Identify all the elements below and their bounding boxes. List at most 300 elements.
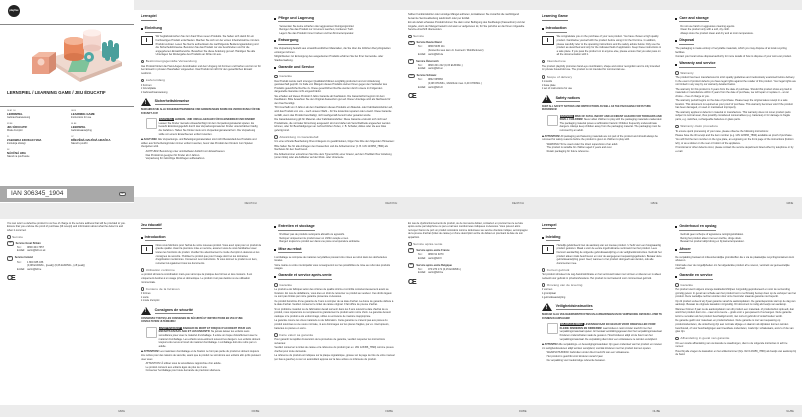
- language-product-name: LEERSPEL: [71, 125, 86, 129]
- detail-value: owim@lidl.ch: [428, 85, 444, 89]
- safety-heading: [542, 95, 663, 103]
- warning-body: Never allow children to play with the packaging materials unattended. The packaging material poses a suffocation hazard. Children frequently underestimate dangers. Always keep children away from the packaging material. The packaging must be removed by an adult.: [559, 118, 662, 133]
- circle-bullet-icon: [141, 60, 145, 64]
- country-flag-badge: DE: [121, 193, 124, 195]
- subheading-text: Correct gebruik: [546, 267, 570, 272]
- paragraph: The warranty for this product is 3 years from the date of purchase. Should this product show any fault in materials or manufacture within 3 years from the date of purchase, we will repair or replace it – at our choice – free of charge to you.: [675, 87, 792, 98]
- detail-value: 0800 5435 111: [428, 45, 445, 49]
- list-item: • Clean the product only with a soft, dry cloth.: [680, 28, 796, 32]
- detail-value: 0820 201 222 (0,15 EUR/Min.): [428, 63, 463, 67]
- safety-heading: [141, 98, 262, 106]
- paragraph: Het product werd volgens strenge kwaliteitsrichtlijnen zorgvuldig geproduceerd en voor de verzending grondig getest. In geval van schade aan het product kunt u rechtmatig beroep doen op de verkoper van het product. Deze wettelijke rechten worden door onze hieronder staande garantie niet beperkt.: [675, 288, 796, 299]
- circle-bullet-icon: [408, 35, 412, 39]
- detail-label: E-Mail:: [418, 67, 426, 71]
- service-contact: [408, 263, 529, 275]
- detail-value: owim@lidl.de: [428, 52, 444, 56]
- language-codes: GB IE: [71, 110, 77, 112]
- detail-label: E-Mail:: [418, 256, 426, 260]
- detail-label: E-Mail:: [17, 249, 25, 253]
- service-detail-row: [7, 249, 128, 253]
- header-band: [0, 209, 134, 219]
- safety-keep-notice: BEWAAR ALLE VEILIGHEIDSINSTRUCTIES EN AANWIJZINGEN EN DE VERPAKKING OM DEZE LATER TE KUNNEN RAADPLEGEN!: [541, 313, 662, 320]
- warning-text: [560, 323, 663, 341]
- header-band: [134, 0, 268, 10]
- footer-band: [535, 405, 669, 417]
- manual-page: [668, 209, 802, 417]
- square-bullet-icon: [675, 18, 677, 20]
- service-detail-row: [408, 271, 529, 275]
- paragraph: Om een snelle afhandeling van uw kwestie te waarborgen, dient u de volgende instructies in acht te nemen:: [675, 341, 788, 349]
- warning-triangle-icon: [141, 138, 143, 140]
- manual-page: [401, 209, 535, 417]
- list-item: • Nettoyez uniquement le produit avec un chiffon souple et sec.: [279, 237, 395, 241]
- paragraph: De garantie geldt voor materiaal- en productiefouten. Deze garantie is niet van toepassing op productonderdelen, die onderhevig zijn aan normale slijtage en daarom als slijtdelen kunnen worden beschouwd, of voor beschadigingen aan breekbare onderdelen, zoals bijv. schakelaars, accu's of die van glas zijn.: [675, 319, 794, 334]
- square-bullet-icon: [274, 67, 276, 69]
- paragraph: Contact your local refuse disposal authority for more details of how to dispose of your worn-out product.: [675, 55, 792, 59]
- square-bullet-icon: [675, 40, 677, 42]
- paragraph: Um eine schnelle Bearbeitung Ihres Anliegens zu gewährleisten, folgen Sie bitte den folgenden Hinweisen:: [274, 140, 395, 144]
- warning-block: [542, 323, 663, 341]
- detail-label: Tel.:: [418, 45, 423, 49]
- subheading-text: Service après-vente: [413, 242, 443, 247]
- subsection-heading: [542, 283, 663, 287]
- section-heading: [675, 273, 796, 280]
- service-detail-row: [408, 257, 529, 261]
- language-entry: [7, 149, 65, 158]
- footer-band: [134, 405, 268, 417]
- bullet-list: [542, 143, 663, 154]
- page-content: [675, 222, 796, 404]
- page-content: [542, 222, 663, 404]
- section-title: Jeu éducatif: [141, 223, 162, 230]
- language-product-name: DŘEVĚNÁ NAUČNÁ HRAČKA: [71, 138, 111, 142]
- service-name: Service après-vente Belgique: [416, 263, 452, 267]
- service-detail-row: [7, 268, 128, 272]
- section-heading: [675, 247, 796, 254]
- ce-mark: CE: [408, 93, 416, 101]
- circle-bullet-icon: [542, 283, 546, 287]
- list-item: • N'utilisez pas de produits nettoyants abrasifs ou agressifs.: [279, 233, 395, 237]
- safety-heading-text: Veiligheidsinstructies: [556, 304, 593, 310]
- subsection-heading: [675, 336, 796, 340]
- service-detail-row: [408, 67, 529, 71]
- list-item: 1 base plate: [541, 83, 556, 87]
- paragraph: Het product stimuleert de oog-handcoördinatie en het vertrouwd raken met vormen en kleuren en is alleen bedoeld voor gebruik in privéhuishoudens. Het product is niet bestemd voor commercieel gebruik.: [541, 273, 662, 280]
- detail-label: Tel.:: [418, 63, 423, 67]
- list-item: • Verwenden Sie keine scharfen oder aggressiven Reinigungsmittel.: [279, 25, 395, 29]
- attention-label: ATTENTION!: [143, 350, 159, 354]
- circle-bullet-icon: [542, 75, 546, 79]
- detail-value: (0,08 CHF/Min., Mobilfunk max. 0,40 CHF/Min.): [428, 82, 482, 86]
- circle-bullet-icon: [542, 268, 546, 272]
- detail-value: (0,08 EUR/Min., (peak)) (0,06 EUR/Min., (off peak)): [27, 264, 85, 268]
- detail-value: owim@lidl.be: [428, 271, 444, 275]
- subsection-heading: [274, 283, 395, 287]
- paragraph: Tritt innerhalb von 3 Jahren ab dem Kaufdatum dieses Produkts ein Material- oder Fabrikationsfehler auf, wird das Produkt von uns – nach unserer Wahl – für Sie kostenlos repariert oder ersetzt. Diese Garantie verfällt, wenn das Produkt beschädigt, nicht sachgemäß benutzt oder gewartet wurde.: [274, 106, 393, 117]
- paragraph: De verpakking bestaat uit milieuvriendelijke grondstoffen die u via de plaatselijke recyclingcontainers kunt afvoeren.: [675, 255, 795, 263]
- intro-note: [542, 244, 663, 266]
- list-item: • Bewaar het product altijd droog en bij kamertemperatuur.: [680, 240, 796, 244]
- paragraph: The warranty applies to defects in material or manufacture. This warranty does not cover product parts subject to normal wear, thus possibly considered consumables (e.g. batteries) or for damage to fragile parts, e.g. switches, rechargeable batteries or glass parts.: [675, 110, 791, 121]
- section-heading: [542, 235, 663, 242]
- footer-band: [535, 197, 669, 209]
- language-document-type: Gebruiksaanwijzing: [71, 129, 92, 132]
- paragraph: Op dit product verleent wij 3 jaar garantie vanaf de aankoopdatum. De garantieperiode start op de dag van aankoop. Bewaar de originele kassabon zorgvuldig. Dit document is nodig als bewijs van aankoop.: [675, 299, 796, 307]
- language-product-name: ZABAWKA EDUKACYJNA: [7, 138, 42, 142]
- detail-value: (Kostenfrei aus dem dt. Festnetz / Mobilfunknetz): [428, 48, 484, 52]
- page-footer-label: FR/BE: [251, 410, 260, 413]
- paragraph: Wanneer binnen 3 jaar na de aankoopdatum van dit product een materiaal- of productiefout optreedt, dan wordt het product door ons – naar onze keuze – gratis voor u gerepareerd of vervangen. Deze garantie komt te vervallen als het product beschadigd wordt, niet correct gebruikt of onderhouden wordt.: [675, 307, 795, 318]
- paragraph: Das Produkt fördert die Hand-Augen-Koordination und den Umgang mit Formen und Farben und ist nur für den Einsatz in privaten Haushalten vorgesehen. Das Produkt ist nicht für den gewerblichen Einsatz bestimmt.: [140, 64, 261, 76]
- ian-bar: [0, 186, 134, 202]
- delivery-list: [542, 288, 663, 299]
- circle-bullet-icon: [7, 235, 11, 239]
- warning-label: WARNUNG!: [159, 118, 174, 122]
- detail-label: E-Mail:: [17, 267, 25, 271]
- language-list: [7, 110, 129, 158]
- circle-bullet-icon: [675, 337, 679, 341]
- language-codes: SK: [7, 149, 10, 151]
- detail-value: owim@lidl.fr: [428, 256, 442, 260]
- heading-text: Entretien et stockage: [278, 224, 314, 231]
- manual-page: [535, 0, 669, 209]
- paragraph: Le produit a été fabriqué selon des critères de qualité stricts et contrôlé consciencieusement avant sa livraison. En cas de défaillance, vous êtes en droit de retourner ce produit au vendeur. Ces droits légaux ne sont pas limités par notre garantie présentée ci-dessous.: [274, 288, 392, 299]
- paragraph: To ensure quick processing of your case, please observe the following instructions:: [675, 129, 769, 133]
- language-product-name: LEARNING GAME: [71, 112, 95, 116]
- subsection-heading: [675, 124, 796, 128]
- delivery-list: [141, 292, 262, 303]
- country-badge: AT: [410, 60, 413, 63]
- subheading-text: Garantie: [279, 74, 293, 79]
- page-footer-label: NL/BE: [786, 410, 794, 413]
- circle-bullet-icon: [408, 242, 412, 246]
- list-item: • Gebruik geen scherpe of agressieve reinigingsmiddelen.: [680, 233, 796, 237]
- ce-mark: CE: [7, 275, 15, 283]
- paragraph: The packaging is made entirely of recyclable materials, which you may dispose of at local recycling facilities.: [675, 47, 787, 54]
- front-cover: [0, 0, 134, 209]
- language-codes: NL BE: [71, 123, 77, 125]
- list-item: • Reinig het product alleen met een zachte, droge doek.: [680, 237, 796, 241]
- bullet-list: [141, 362, 262, 373]
- heading-text: Introduction: [145, 235, 166, 242]
- square-bullet-icon: [274, 40, 276, 42]
- circle-bullet-icon: [274, 135, 278, 139]
- language-document-type: Gebrauchsanweisung: [7, 116, 31, 119]
- attention-text: Les matériaux d'emballage et de fixation ne font pas partie du produit et doivent toujours être retirés pour des raisons de sécurité, avant que le produit ne soit donné aux enfants afin qu'ils puissent jouer avec.: [140, 350, 261, 361]
- child-hazard-icon: [146, 327, 157, 338]
- square-bullet-icon: [141, 237, 143, 239]
- subsection-heading: [542, 59, 663, 63]
- language-entry: [71, 110, 129, 119]
- read-instructions-icon: [141, 36, 153, 45]
- warning-block: [141, 327, 262, 349]
- warning-triangle-icon: [141, 307, 151, 315]
- page-content: [141, 13, 262, 195]
- detail-label: Tel.:: [17, 245, 22, 249]
- list-item: • WARNING! To be used under the direct supervision of an adult.: [547, 143, 663, 147]
- circle-bullet-icon: [542, 60, 546, 64]
- footer-band: [668, 197, 802, 209]
- subheading-text: Bestimmungsgemäße Verwendung: [145, 59, 197, 64]
- attention-text: Alle verpakkings- en bevestigingsmaterialen zijn geen onderdeel van het product en moeten om veiligheidsredenen altijd worden verwijderd, voordat kinderen met het product kunnen spelen.: [541, 343, 662, 350]
- footer-band: [0, 405, 134, 417]
- paragraph: Ce produit bénéficie d'une garantie de 3 ans à compter de sa date d'achat. La durée de garantie débute à la date d'achat. Veuillez conserver le ticket de caisse original. Il fait office de preuve d'achat.: [274, 299, 394, 307]
- attention-label: ACHTUNG!: [143, 138, 158, 142]
- detail-value: 070 270 171 (0,15 EUR/Min.): [428, 267, 462, 271]
- list-item: • Das Produkt ist geeignet für Kinder ab 2 Jahren.: [146, 154, 262, 158]
- detail-value: 0800 91 9270: [428, 252, 444, 256]
- service-detail-row: [408, 53, 529, 57]
- language-codes: CZ: [71, 136, 74, 138]
- heading-text: Onderhoud en opslag: [679, 224, 716, 231]
- circle-bullet-icon: [141, 268, 145, 272]
- warning-label: WAARSCHUWING!: [560, 323, 584, 327]
- header-band: [401, 209, 535, 219]
- subheading-text: Garantie: [680, 282, 694, 287]
- warning-body: Laat kinderen nooit zonder toezicht met het verpakkingsmateriaal spelen. Er bestaat verstikkingsgevaar door het verpakkingsmateriaal. Kinderen onderschatten vaak de gevaren. Houd kinderen altijd uit de buurt van het verpakkingsmateriaal. De verpakking dient door een volwassene te worden verwijderd.: [559, 326, 663, 341]
- list-item: • Retain packaging for future reference.: [547, 150, 663, 154]
- page-footer-label: DE/AT/CH: [385, 201, 398, 205]
- heading-text: Entsorgung: [278, 38, 298, 45]
- intro-text: Wir beglückwünschen Sie zum Kauf Ihres neuen Produkts. Sie haben sich damit für ein hochwertiges Produkt entschieden. Machen Sie sich vor der ersten Inbetriebnahme mit dem Produkt vertraut. Lesen Sie hierzu aufmerksam die nachfolgende Bedienungsanleitung und die Sicherheitshinweise. Benutzen Sie das Produkt nur wie beschrieben und für die angegebenen Einsatzbereiche. Bewahren Sie diese Anleitung gut auf. Händigen Sie alle Unterlagen bei Weitergabe des Produkts an Dritte mit aus.: [155, 35, 260, 57]
- paragraph: Houd bij alle vragen de kassabon en het artikelnummer (bijv. IAN 123456_7890) als bewijs van aankoop bij de hand.: [675, 349, 796, 357]
- paragraph: Bitte halten Sie für alle Anfragen den Kassenbon und die Artikelnummer (z. B. IAN 123456_7890) als Nachweis für den Kauf bereit.: [274, 144, 388, 152]
- bullet-list: [274, 25, 395, 36]
- header-band: [267, 209, 401, 219]
- subheading-text: Warranty: [680, 70, 694, 75]
- warning-label: WARNING!: [560, 114, 574, 118]
- page-footer-label: FR/BE: [385, 410, 393, 413]
- paragraph: Ein als defekt erfasstes Produkt können Sie dann unter Beifügung des Kaufbelegs (Kassenbon) und der Angabe, worin der Mangel besteht und wann er aufgetreten ist, für Sie portofrei an die Ihnen mitgeteilte Service-Anschrift übersenden.: [408, 21, 526, 32]
- subheading-text: Faire valoir sa garantie: [279, 332, 314, 337]
- warning-triangle-icon: [141, 98, 151, 106]
- attention-text: Alle Verpackungs- und Befestigungsmaterialien sind nicht Bestandteil des Produkts und sollten aus Sicherheitsgründen immer entfernt werden, bevor das Produkt den Kindern zum Spielen übergeben wird.: [140, 138, 257, 149]
- circle-bullet-icon: [141, 79, 145, 83]
- read-instructions-icon: [542, 36, 554, 45]
- circle-bullet-icon: [274, 333, 278, 337]
- bullet-list: [675, 25, 796, 36]
- safety-heading-text: Consignes de sécurité: [155, 308, 193, 314]
- service-name: Service Schweiz: [416, 74, 437, 78]
- subsection-heading: [274, 333, 395, 337]
- heading-text: Einleitung: [145, 26, 162, 33]
- manual-page: [134, 0, 268, 209]
- subsection-heading: [274, 135, 395, 139]
- warning-text: [560, 115, 663, 133]
- page-content: [7, 222, 128, 404]
- paragraph: L'emballage se compose de matières recyclables pouvant être mises au rebut dans les déchetteries locales.: [274, 255, 387, 263]
- paragraph: You can return a defective product to us free of charge to the service address that will be provided to you. Ensure that you enclose the proof of purchase (till receipt) and information about what the defect is and when it occurred.: [7, 221, 126, 232]
- section-heading: [274, 273, 395, 280]
- list-item: • Always store the product clean and dry and at room temperature.: [680, 32, 796, 36]
- warning-headline: DANGER DE MORT ET RISQUE D'ACCIDENT POUR LES ENFANTS EN BAS ÂGE ET LES ENFANTS!: [158, 326, 251, 334]
- footer-band: [401, 405, 535, 417]
- list-item: 1 Grundplatte: [140, 87, 157, 91]
- subsection-heading: [141, 268, 262, 272]
- country-badge: FR: [410, 249, 413, 252]
- square-bullet-icon: [274, 276, 276, 278]
- bullet-list: [141, 150, 262, 161]
- bullet: [542, 323, 545, 341]
- language-entry: [7, 136, 65, 145]
- section-heading: [675, 38, 796, 45]
- attention-label: ATTENTIE!: [544, 343, 558, 347]
- paragraph: The product playfully promotes hand-eye coordination, shape and colour recognition and is only intended for private household use. The product is not intended for commercial use.: [541, 64, 660, 72]
- subsection-heading: [408, 242, 529, 246]
- manual-page: [0, 209, 134, 417]
- circle-bullet-icon: [274, 75, 278, 79]
- paragraph: En cas de dysfonctionnements du produit, ou de tout autre défaut, contactez en premier lieu le service après-vente par téléphone ou par e-mail aux coordonnées indiquées ci-dessous. Vous pouvez alors renvoyer franco de port un produit considéré comme défectueux au service clientèle indiqué, accompagné de la preuve d'achat (ticket de caisse) et d'une description écrite du défaut en précisant la date de son apparition.: [408, 221, 528, 239]
- section-heading: [274, 38, 395, 45]
- footer-band: [668, 405, 802, 417]
- page-footer-label: DE/AT/CH: [512, 201, 524, 205]
- header-band: [535, 209, 669, 219]
- warning-label: AVERTISSEMENT!: [159, 326, 182, 330]
- paragraph: Das Produkt wurde nach strengen Qualitätsrichtlinien sorgfältig produziert und vor Anlieferung gewissenhaft geprüft. Im Falle von Mängeln dieses Produkts stehen Ihnen gegen den Verkäufer des Produkts gesetzliche Rechte zu. Diese gesetzlichen Rechte werden durch unsere im Folgenden dargestellte Garantie nicht eingeschränkt.: [274, 79, 388, 94]
- subsection-heading: [274, 74, 395, 78]
- warning-headline: LEVENSGEVAAR EN GEVAAR VOOR ONGEVALLEN VOOR KLEINE KINDEREN EN KINDEREN!: [559, 323, 656, 330]
- detail-value: owim@lidl.ie: [27, 267, 42, 271]
- detail-label: E-Mail:: [418, 85, 426, 89]
- heading-text: Garantie en service: [679, 273, 712, 280]
- detail-value: owim@lidl.at: [428, 67, 443, 71]
- subsection-heading: [7, 235, 128, 239]
- service-detail-row: [408, 86, 529, 90]
- page-footer-label: GB/IE: [650, 201, 658, 205]
- subheading-text: Lieferumfang: [145, 78, 166, 83]
- paragraph: La référence du produit est indiquée sur la plaque signalétique, gravée sur la page de titre de votre manuel (en bas à gauche) ou sur un autocollant apposé sur la face arrière ou inférieure du produit.: [274, 354, 395, 361]
- section-title: Leerspel: [542, 223, 557, 230]
- subsection-heading: [141, 59, 262, 63]
- warning-text: [159, 327, 262, 349]
- section-title: Lernspiel: [141, 14, 157, 21]
- attention-label: ATTENTION!: [544, 134, 560, 138]
- detail-label: Tel.:: [418, 252, 423, 256]
- paragraph: Sollten Funktionsfehler oder sonstige Mängel auftreten, kontaktieren Sie zunächst die nachfolgend benannte Serviceabteilung telefonisch oder per E-Mail.: [408, 13, 520, 20]
- intro-note: [141, 35, 262, 57]
- service-contact: [408, 41, 529, 56]
- circle-bullet-icon: [675, 125, 679, 129]
- service-contact: [408, 248, 529, 260]
- bullet-list: [675, 233, 796, 244]
- list-item: 1 grondplaat: [541, 292, 556, 296]
- list-item: • Reinigen Sie das Produkt nur mit einem weichen, trockenen Tuch.: [279, 28, 395, 32]
- detail-label: Tel.:: [418, 78, 423, 82]
- intro-text: Hartelijk gefeliciteerd met de aankoop van uw nieuwe product. U hebt voor een hoogwaardig product gekozen. Maak u voor de eerste ingebruikname vertrouwd met het product. Lees hiervoor aandachtig de volgende gebruiksaanwijzing en de veiligheidsinstructies. Gebruik het product alleen zoals beschreven en voor de aangegeven toepassingsgebieden. Bewaar deze gebruiksaanwijzing goed. Geef, wanneer u het product doorgeeft aan derden, ook alle documenten mee.: [556, 243, 662, 265]
- list-item: 1 Gebrauchsanweisung: [140, 90, 168, 94]
- manual-page: [267, 0, 401, 209]
- subheading-text: Contenu de la livraison: [145, 286, 180, 291]
- heading-text: Disposal: [679, 38, 694, 45]
- header-band: [267, 0, 401, 10]
- detail-label: E-Mail:: [418, 52, 426, 56]
- square-bullet-icon: [141, 28, 143, 30]
- safety-heading-text: Safety notices: [556, 96, 580, 102]
- square-bullet-icon: [542, 28, 544, 30]
- header-band: [668, 209, 802, 219]
- list-item: • De verpakking voor toekomstige referentie bewaren.: [547, 359, 663, 363]
- country-badge: CH: [410, 74, 413, 77]
- list-item: • ACHTUNG! Benutzung unter unmittelbarer Aufsicht von Erwachsenen.: [146, 150, 262, 154]
- page-content: [408, 13, 529, 195]
- attention-block: [141, 138, 262, 149]
- heading-text: Warranty and service: [679, 61, 715, 68]
- header-band: [668, 0, 802, 10]
- paragraph: You will find the item number on the type plate, an engraving on the front page of the instructions (bottom left), or as a sticker on the rear or bottom of the appliance.: [675, 138, 794, 145]
- subheading-text: Garantie: [279, 282, 293, 287]
- language-entry: [71, 136, 129, 145]
- header-band: [401, 0, 535, 10]
- detail-label: E-Mail:: [418, 271, 426, 275]
- square-bullet-icon: [274, 226, 276, 228]
- heading-text: Garantie et service après-vente: [278, 273, 331, 280]
- child-hazard-icon: [146, 118, 157, 129]
- square-bullet-icon: [675, 276, 677, 278]
- language-product-name: LERNSPIEL: [7, 112, 23, 116]
- warning-headline: LEBENS- UND UNFALLGEFAHR FÜR KLEINKINDER UND KINDER!: [174, 118, 256, 122]
- circle-bullet-icon: [274, 283, 278, 287]
- language-document-type: Návod na používanie: [7, 155, 30, 158]
- section-heading: [141, 235, 262, 242]
- service-contact: [7, 256, 128, 271]
- safety-heading: [141, 307, 262, 315]
- page-content: [408, 222, 529, 404]
- square-bullet-icon: [675, 226, 677, 228]
- warning-body: Ne jamais laisser les enfants sans surveillance jouer avec le matériel d'emballage. Il existe un risque d'étouffement avec le matériel d'emballage. Les enfants sous-estiment souvent les dangers. Les enfants doivent toujours être tenus à l'écart du matériel d'emballage. L'emballage doit être retiré par un adulte.: [158, 330, 261, 348]
- page-footer-label: DE/AT/CH: [244, 201, 257, 205]
- warning-headline: RISK OF FATAL INJURY AND ACCIDENT HAZARD FOR TODDLERS AND SMALL CHILDREN!: [559, 114, 662, 122]
- section-heading: [542, 26, 663, 33]
- paragraph: Le produit stimule la coordination main-yeux ainsi que la pratique des formes et des couleurs. Il est uniquement destiné à un usage privé et domestique. Le produit n'est pas destiné à une utilisation commerciale.: [140, 273, 253, 284]
- section-heading: [675, 61, 796, 68]
- list-item: • Conserver l'emballage pour toute demande de précision ultérieure.: [146, 369, 262, 373]
- language-product-name: NÁUČNÁ HRA: [7, 151, 26, 155]
- warning-triangle-icon: [542, 95, 552, 103]
- bullet: [542, 115, 545, 133]
- circle-bullet-icon: [675, 283, 679, 287]
- service-name: Service Österreich: [416, 59, 439, 63]
- detail-label: Tel.:: [17, 260, 22, 264]
- attention-block: [542, 135, 663, 142]
- service-contact: [7, 241, 128, 253]
- paragraph: Möglichkeiten zur Entsorgung des ausgedienten Produkts erfahren Sie bei Ihrer Gemeinde- oder Stadtverwaltung.: [274, 55, 384, 62]
- list-item: • WAARSCHUWING! Gebruiken onder direct toezicht van een volwassene.: [547, 351, 663, 355]
- subsection-heading: [141, 78, 262, 82]
- heading-text: Afvoer: [679, 247, 690, 254]
- language-codes: PL: [7, 136, 10, 138]
- subsection-heading: [675, 283, 796, 287]
- intro-note: [542, 35, 663, 57]
- brand-logo: playtive: [8, 5, 20, 17]
- warning-triangle-icon: [542, 135, 544, 137]
- list-item: • Rangez toujours le produit sec dans une pièce à température ambiante.: [279, 240, 395, 244]
- square-bullet-icon: [274, 18, 276, 20]
- country-badge: BE: [410, 264, 413, 267]
- safety-keep-notice: KEEP ALL SAFETY NOTICES AND INSTRUCTIONS AS WELL AS THE PACKAGING FOR FUTURE REFERENCE!: [541, 104, 651, 112]
- language-entry: [71, 123, 129, 132]
- detail-value: 0800 404 7657: [27, 245, 44, 249]
- section-heading: [274, 16, 395, 23]
- subheading-text: Abwicklung im Garantiefall: [279, 134, 319, 139]
- language-entry: [7, 110, 65, 119]
- country-badge: GB: [9, 242, 12, 245]
- detail-value: 0842 665566: [428, 78, 443, 82]
- manual-page: [401, 0, 535, 209]
- subheading-text: Intended use: [546, 59, 566, 64]
- list-item: 4 vormen: [541, 288, 553, 292]
- header-band: [134, 209, 268, 219]
- page-footer-label: GB/IE: [786, 201, 794, 205]
